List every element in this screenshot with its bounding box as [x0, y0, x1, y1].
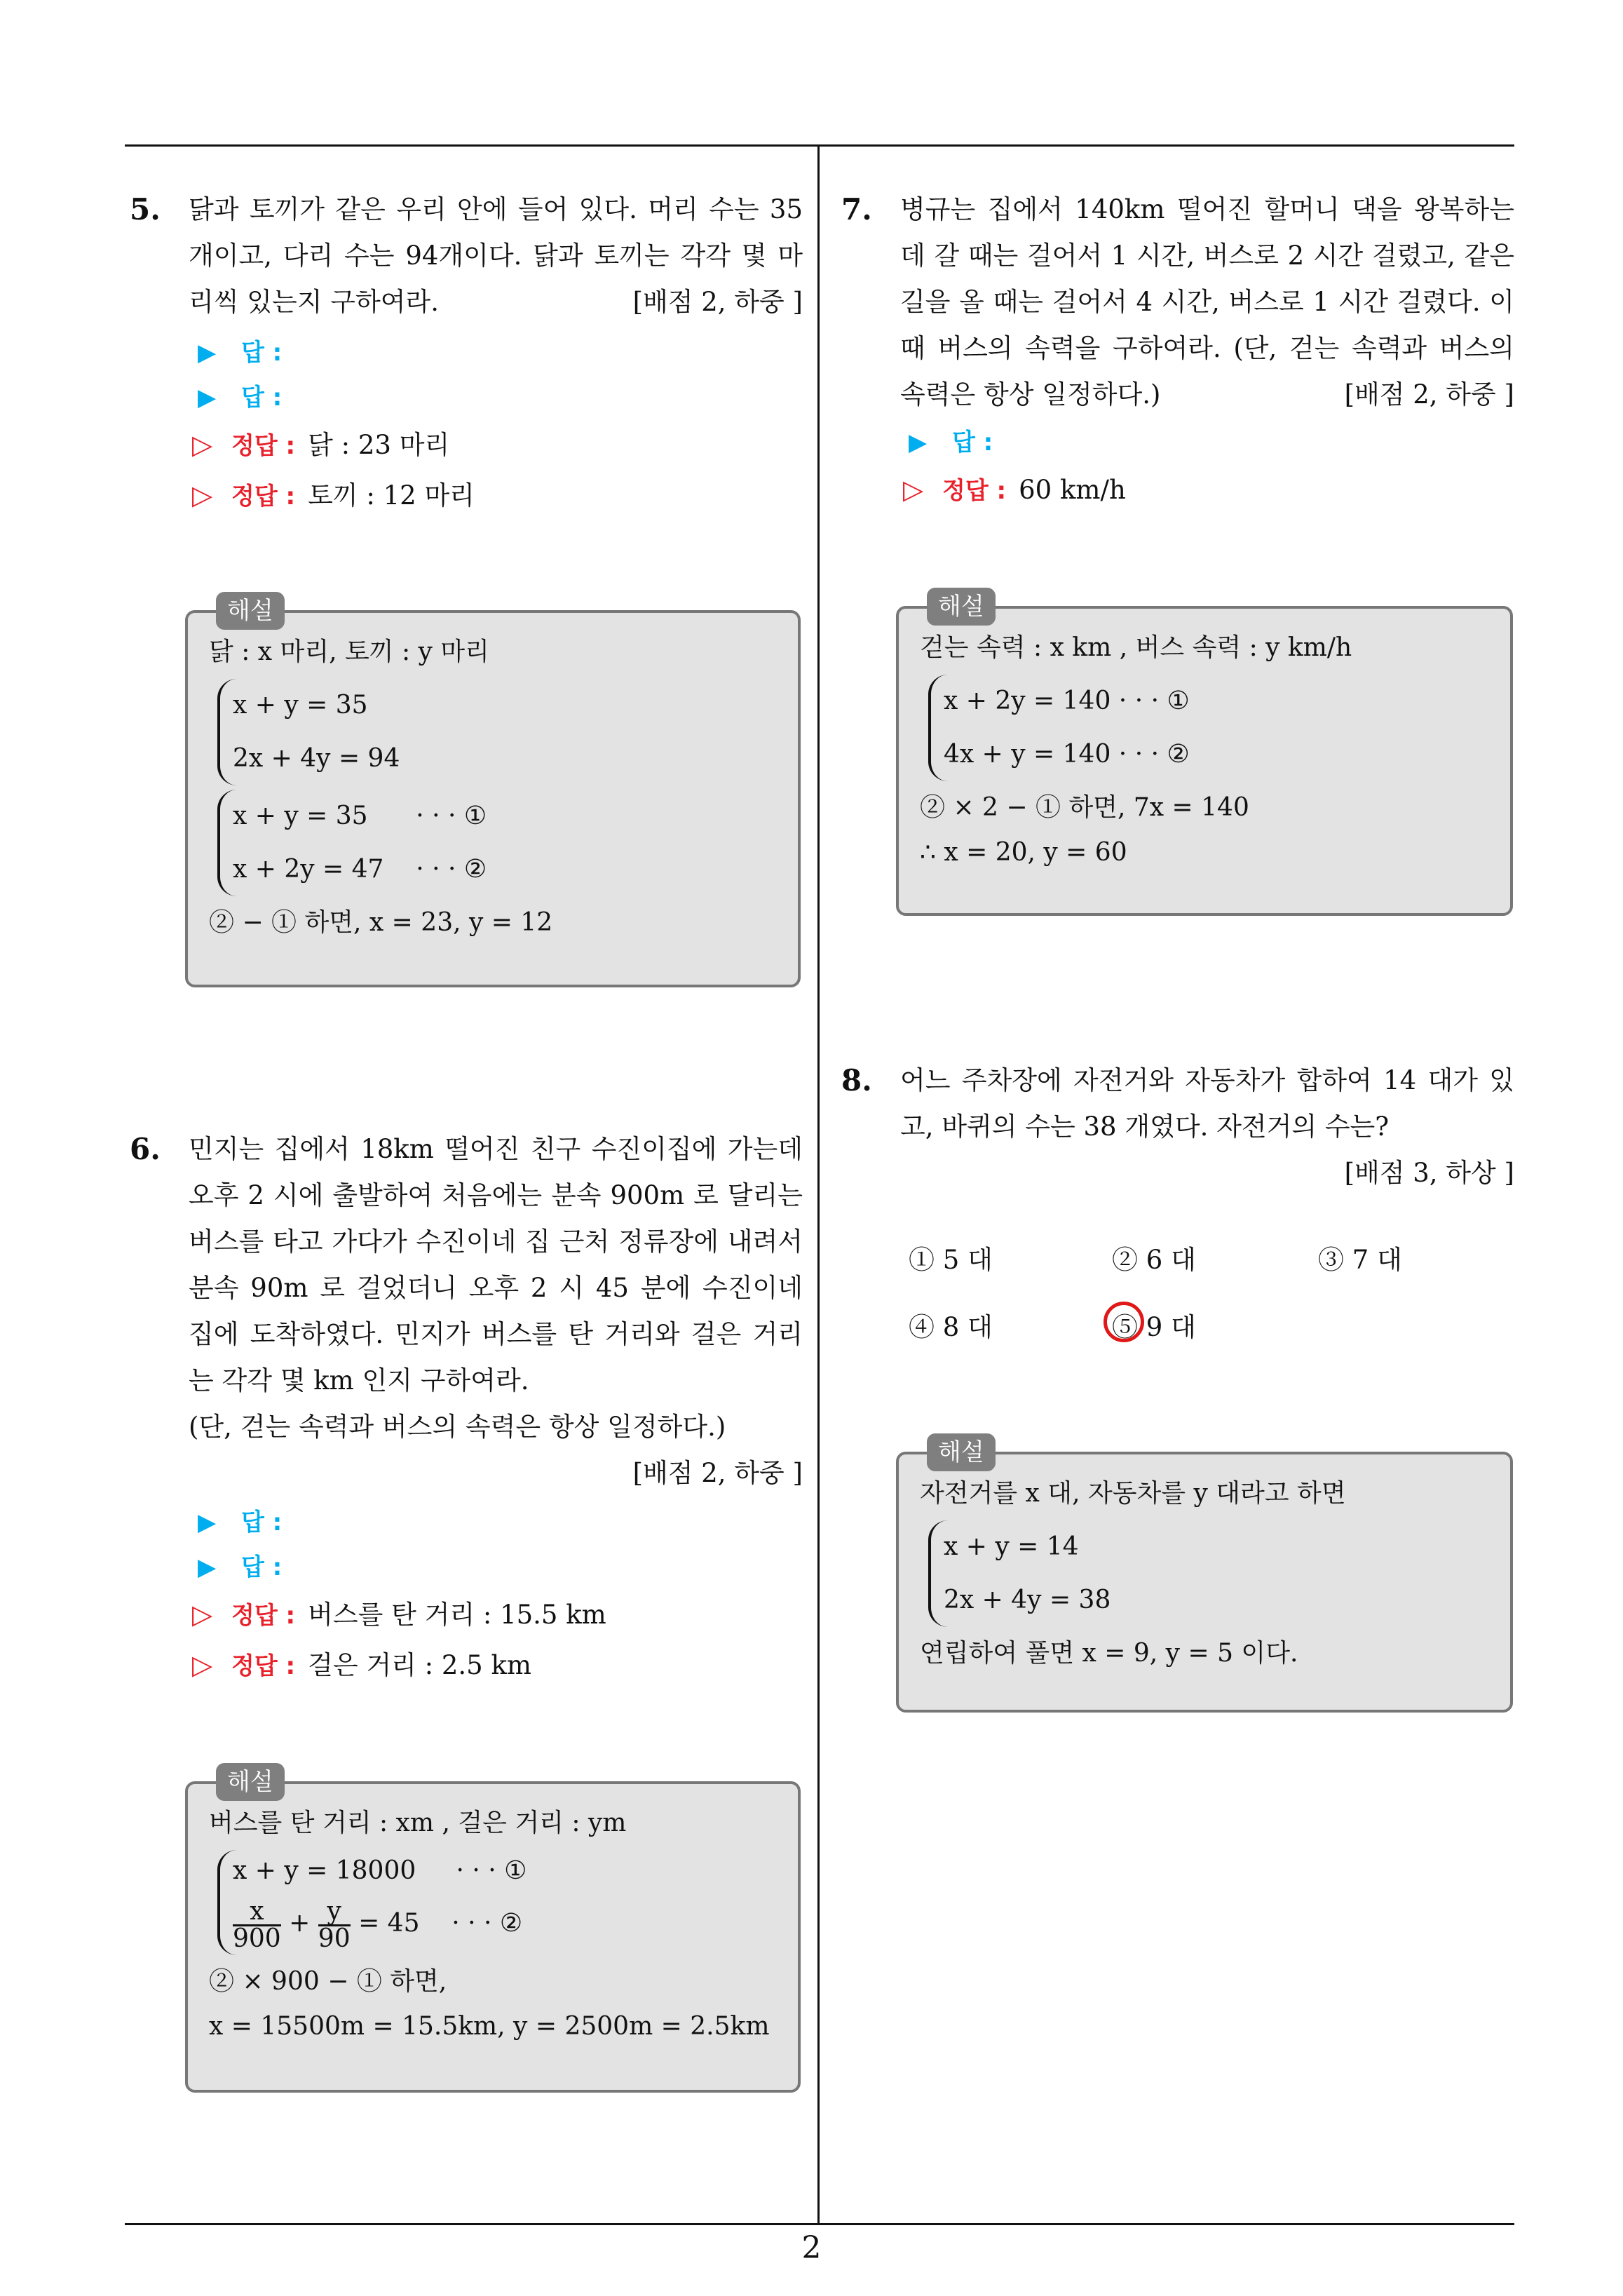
equation-system: x + 2y = 140 · · · ① 4x + y = 140 · · · ② [928, 675, 1489, 781]
solution-tag: 해설 [216, 592, 285, 630]
solution-box [896, 1438, 1513, 1713]
problem-text: 닭과 토끼가 같은 우리 안에 들어 있다. 머리 수는 35 개이고, 다리 수는 94개이다. 닭과 토끼는 각각 몇 마리씩 있는지 구하여라. [배점 2, 하중 ] [189, 187, 803, 325]
answer-blank[interactable]: ▶ 답 : [198, 1501, 282, 1543]
solution-result: ∴ x = 20, y = 60 [920, 838, 1127, 867]
play-triangle-icon: ▶ [198, 1508, 217, 1537]
fraction-y-90: $\frac{y}{90}$ [318, 1896, 351, 1953]
solution-result: ② − ① 하면, x = 23, y = 12 [209, 908, 553, 937]
solution-box [896, 593, 1513, 916]
correct-answer: ▷ 정답 : 걸은 거리 : 2.5 km [192, 1644, 531, 1686]
answer-blank[interactable]: ▶ 답 : [198, 1546, 282, 1588]
problem-text: 어느 주차장에 자전거와 자동차가 합하여 14 대가 있고, 바퀴의 수는 38 개였다. 자전거의 수는? [배점 3, 하상 ] [900, 1058, 1514, 1196]
problem-7 [841, 187, 1514, 425]
solution-intro: 버스를 탄 거리 : xm , 걸은 거리 : ym [209, 1809, 627, 1837]
play-triangle-icon: ▶ [198, 384, 217, 412]
equation-system: x + y = 14 2x + 4y = 38 [928, 1520, 1489, 1627]
score-label: [배점 3, 하상 ] [1344, 1158, 1514, 1188]
fraction-x-900: $\frac{x}{900}$ [233, 1896, 281, 1953]
problem-6 [130, 1126, 803, 1491]
page-number: 2 [801, 2230, 822, 2266]
solution-result: x = 15500m = 15.5km, y = 2500m = 2.5km [209, 2012, 770, 2041]
answer-blank[interactable]: ▶ 답 : [198, 376, 282, 418]
problem-number: 5. [130, 192, 161, 227]
problem-8 [841, 1058, 1514, 1198]
solution-tag: 해설 [216, 1763, 285, 1801]
column-divider [817, 144, 820, 2224]
answer-blank[interactable]: ▶ 답 : [909, 421, 993, 463]
choice-list [909, 1238, 1512, 1351]
outline-triangle-icon: ▷ [192, 429, 213, 460]
problem-5 [130, 187, 803, 327]
solution-step: ② × 2 − ① 하면, 7x = 140 [920, 793, 1249, 822]
correct-answer: ▷ 정답 : 버스를 탄 거리 : 15.5 km [192, 1593, 606, 1635]
solution-step: ② × 900 − ① 하면, [209, 1967, 447, 1996]
play-triangle-icon: ▶ [198, 1553, 217, 1581]
bottom-rule [125, 2223, 1514, 2225]
choice-4[interactable]: ④ 8 대 [909, 1312, 993, 1342]
solution-result: 연립하여 풀면 x = 9, y = 5 이다. [920, 1639, 1298, 1668]
solution-box [185, 1768, 801, 2093]
play-triangle-icon: ▶ [198, 339, 217, 367]
score-label: [배점 2, 하중 ] [1344, 379, 1514, 410]
equation-system: x + y = 35 2x + 4y = 94 [217, 679, 777, 785]
correct-answer: ▷ 정답 : 닭 : 23 마리 [192, 424, 449, 466]
choice-1[interactable]: ① 5 대 [909, 1245, 993, 1275]
score-label: [배점 2, 하중 ] [632, 1458, 803, 1488]
problem-number: 7. [841, 192, 872, 227]
problem-note: (단, 걷는 속력과 버스의 속력은 항상 일정하다.) [189, 1412, 726, 1442]
score-label: [배점 2, 하중 ] [632, 287, 803, 317]
choice-3[interactable]: ③ 7 대 [1318, 1245, 1402, 1275]
solution-intro: 닭 : x 마리, 토끼 : y 마리 [209, 637, 489, 666]
choice-5[interactable]: ⑤ 9 대 [1112, 1306, 1196, 1344]
outline-triangle-icon: ▷ [903, 474, 924, 505]
problem-text: 민지는 집에서 18km 떨어진 친구 수진이집에 가는데 오후 2 시에 출발하여 처음에는 분속 900m 로 달리는 버스를 타고 가다가 수진이네 집 근처 정류장에 내려서 분속 90m 로 걸었더니 오후 2 시 45 분에 수진이네 집에 도착하였다. 민지가 버스를 탄 거리와 걸은 거리는 각각 몇 km 인지 구하여라. (단, 걷는 속력과 버스의 속력은 항상 일정하다.) [배점 2, 하중 ] [189, 1126, 803, 1497]
equation-system: x + y = 18000 · · · ① $\frac{x}{900}$ + $\frac{y}{90}$ = 45 · · · ② [217, 1850, 777, 1955]
problem-number: 6. [130, 1132, 161, 1166]
outline-triangle-icon: ▷ [192, 480, 213, 511]
solution-tag: 해설 [927, 1433, 996, 1471]
solution-tag: 해설 [927, 588, 996, 626]
solution-box [185, 597, 801, 987]
correct-answer: ▷ 정답 : 60 km/h [903, 468, 1126, 511]
problem-text: 병규는 집에서 140km 떨어진 할머니 댁을 왕복하는데 갈 때는 걸어서 1 시간, 버스로 2 시간 걸렸고, 같은 길을 올 때는 걸어서 4 시간, 버스로 1 시간 걸렸다. 이 때 버스의 속력을 구하여라. (단, 걷는 속력과 버스의 속력은 항상 일정하다.) [배점 2, 하중 ] [900, 187, 1514, 418]
outline-triangle-icon: ▷ [192, 1649, 213, 1680]
solution-intro: 자전거를 x 대, 자동차를 y 대라고 하면 [920, 1479, 1346, 1508]
equation-system: x + y = 35 · · · ① x + 2y = 47 · · · ② [217, 790, 777, 896]
red-circle-mark-icon [1103, 1302, 1144, 1342]
top-rule [125, 144, 1514, 147]
answer-blank[interactable]: ▶ 답 : [198, 331, 282, 373]
problem-number: 8. [841, 1063, 872, 1098]
solution-intro: 걷는 속력 : x km , 버스 속력 : y km/h [920, 633, 1352, 662]
play-triangle-icon: ▶ [909, 428, 928, 457]
choice-2[interactable]: ② 6 대 [1112, 1245, 1196, 1275]
outline-triangle-icon: ▷ [192, 1599, 213, 1630]
correct-answer: ▷ 정답 : 토끼 : 12 마리 [192, 474, 475, 516]
